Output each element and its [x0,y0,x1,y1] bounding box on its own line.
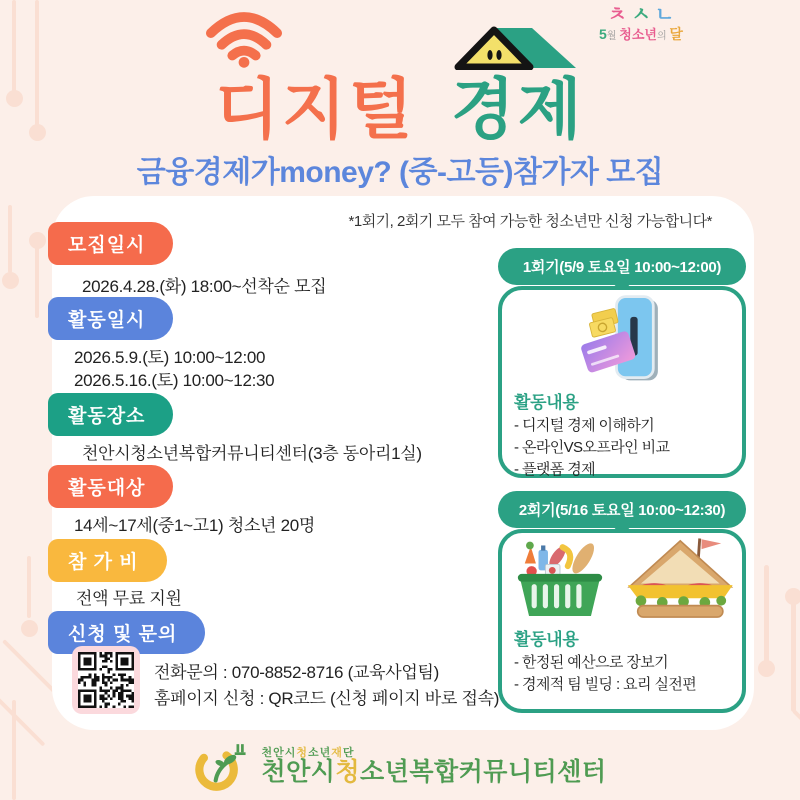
youth-month-badge-logo: ㅊ ㅅ ㄴ [607,4,675,26]
trace-line [35,246,39,318]
title-economy: 경제 [451,72,585,146]
footer-center-name: 천안시청소년복합커뮤니티센터 [261,758,607,787]
session1-item: - 온라인VS오프라인 비교 [514,438,670,456]
footer-org-text [261,747,606,787]
poster-title [0,56,800,151]
grocery-basket-sandwich-illustration [502,533,742,625]
phone-contact-text: 전화문의 : 070-8852-8716 (교육사업팀) [154,663,439,682]
session1-item: - 플랫폼 경제 [514,460,595,478]
session1-item: - 디지털 경제 이해하기 [514,417,655,434]
qr-code [72,646,140,714]
participation-notice: *1회기, 2회기 모두 참여 가능한 청소년만 신청 가능합니다* [348,213,712,230]
trace-line [8,205,12,273]
recruit-date-text: 2026.4.28.(화) 18:00~선착순 모집 [82,277,327,296]
session2-item: - 경제적 팀 빌딩 : 요리 실전편 [514,675,697,693]
poster-subtitle: 금융경제가money? (중-고등)참가자 모집 [136,156,664,189]
title-digital: 디지털 [215,72,416,146]
trace-line [764,565,769,663]
trace-dot [785,588,800,605]
section-badge-target: 활동대상 [48,465,173,508]
smartphone-payment-illustration [502,290,742,388]
youth-month-badge [586,5,696,43]
session1-header-text: 1회기(5/9 토요일 10:00~12:00) [522,259,722,276]
section-badge-fee: 참 가 비 [48,539,167,582]
session2-item: - 한정된 예산으로 장보기 [514,654,668,671]
activity-date-text-2: 2026.5.16.(토) 10:00~12:30 [74,371,275,390]
session1-header-pill [498,248,746,285]
youth-month-badge-text: 5월 청소년의 달 [599,26,683,42]
trace-dot [21,620,38,637]
activity-content-label: 활동내용 [514,393,579,412]
session1-card [498,286,746,478]
session2-header-text: 2회기(5/16 토요일 10:00~12:30) [518,502,726,519]
activity-date-text-1: 2026.5.9.(토) 10:00~12:00 [74,348,266,367]
section-badge-activity-date: 활동일시 [48,297,173,340]
location-text: 천안시청소년복합커뮤니티센터(3층 동아리1실) [82,444,422,463]
footer-foundation-name: 천안시청소년재단 [261,747,355,760]
section-badge-apply-contact: 신청 및 문의 [48,611,205,654]
trace-line [27,556,31,618]
section-badge-location: 활동장소 [48,393,173,436]
target-text: 14세~17세(중1~고1) 청소년 20명 [74,516,316,535]
section-badge-recruit-date: 모집일시 [48,222,173,265]
session2-card [498,529,746,713]
content-panel [52,196,754,730]
trace-dot [758,660,775,677]
activity-content-label: 활동내용 [514,630,579,649]
footer [0,734,800,800]
center-logo [193,737,251,798]
fee-text: 전액 무료 지원 [76,589,182,608]
trace-dot [29,232,46,249]
session2-header-pill [498,491,746,528]
trace-line [791,600,796,712]
homepage-apply-text: 홈페이지 신청 : QR코드 (신청 페이지 바로 접속) [154,689,500,708]
trace-dot [2,272,19,289]
